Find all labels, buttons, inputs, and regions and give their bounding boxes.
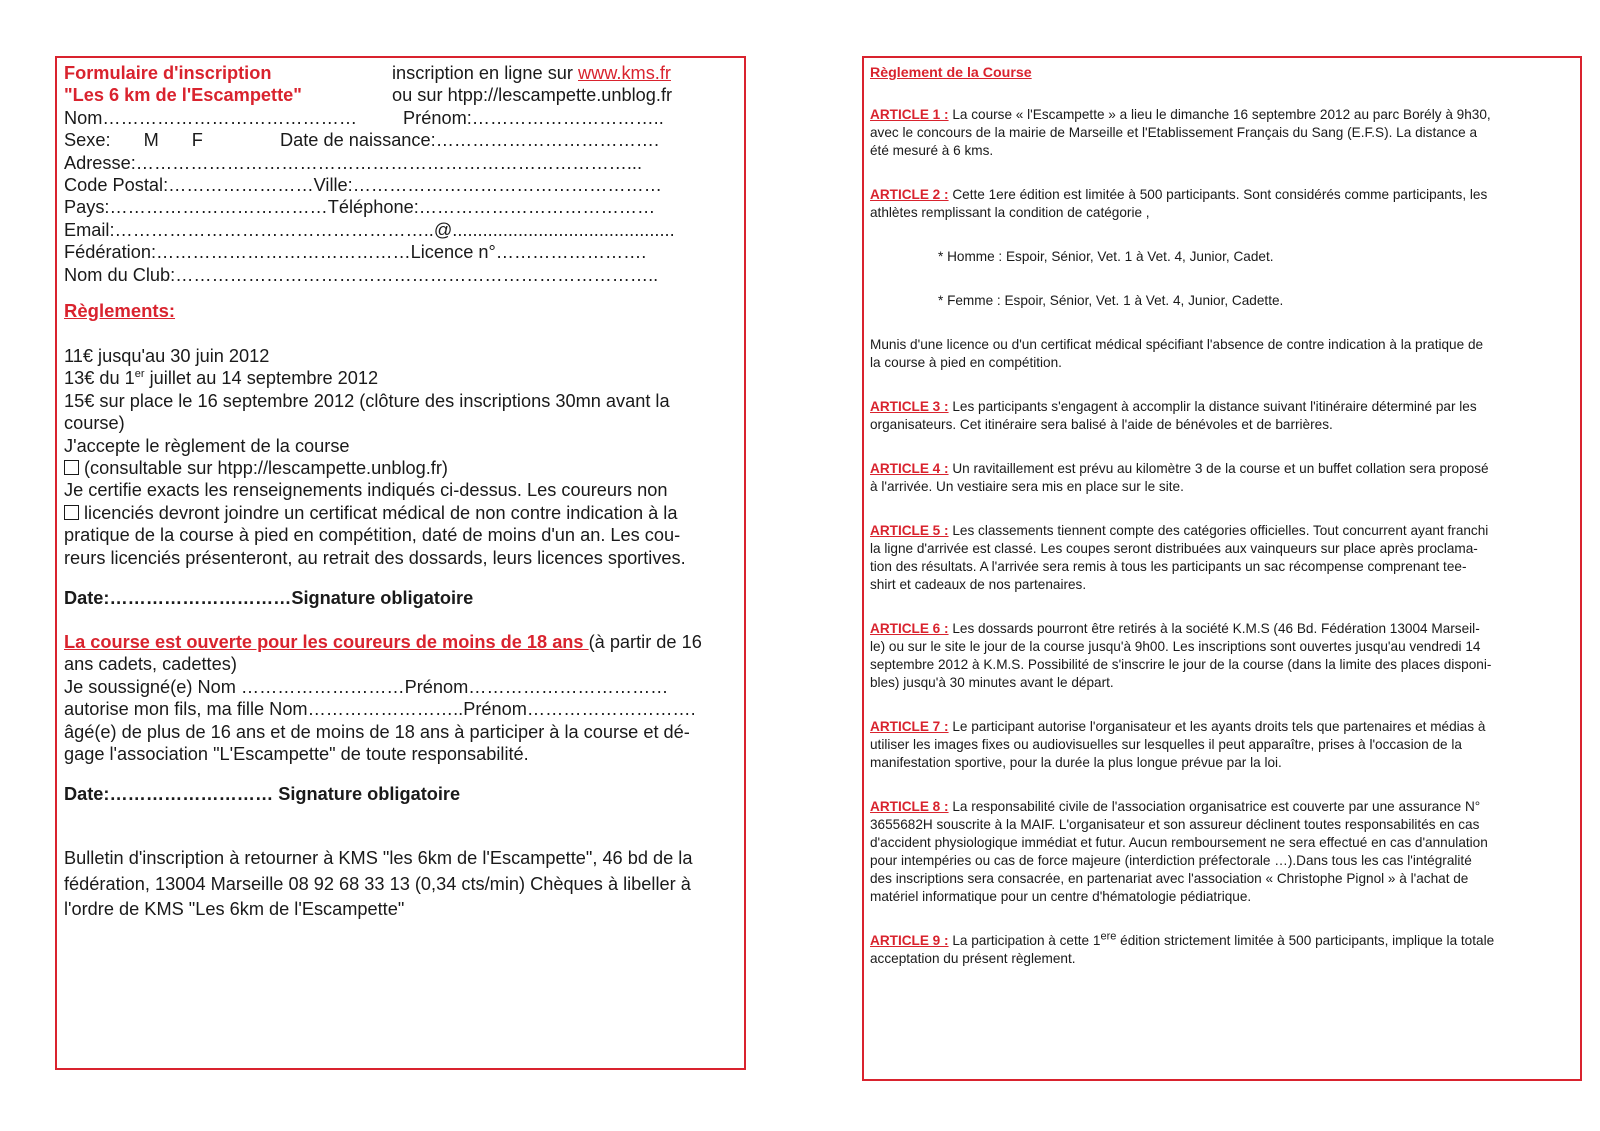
article-7-line-2: utiliser les images fixes ou audiovisuelles sur lesquelles il peut apparaître, prises à l'occasion de la — [870, 737, 1462, 752]
minors-child-field[interactable]: autorise mon fils, ma fille Nom……………………..Prénom………………………. — [64, 699, 696, 720]
article-3-label: ARTICLE 3 : — [870, 399, 949, 414]
article-6-line-2: le) ou sur le site le jour de la course jusqu'à 9h00. Les inscriptions sont ouvertes jusqu'au vendredi 14 — [870, 639, 1481, 654]
article-2-line-4: la course à pied en compétition. — [870, 355, 1062, 370]
article-7-line-3: manifestation sportive, pour la durée la plus longue prévue par la loi. — [870, 755, 1282, 770]
article-6-line-3: septembre 2012 à K.M.S. Possibilité de s'inscrire le jour de la course (dans la limite des places disponi- — [870, 657, 1492, 672]
footer-line-3: l'ordre de KMS "Les 6km de l'Escampette" — [64, 899, 405, 919]
article-5-line-4: shirt et cadeaux de nos partenaires. — [870, 577, 1087, 592]
certify-line-2: licenciés devront joindre un certificat médical de non contre indication à la — [84, 502, 678, 523]
article-4-label: ARTICLE 4 : — [870, 461, 949, 476]
article-2-licence — [870, 336, 1572, 372]
article-8-line-5: des inscriptions sera consacrée, en partenariat avec l'association « Christophe Pignol » à l'achat de — [870, 871, 1469, 886]
minors-section — [64, 631, 737, 765]
identity-fields — [64, 107, 737, 286]
article-3-line-1 — [870, 398, 1572, 416]
article-9-text-pre: La participation à cette 1 — [948, 933, 1101, 948]
certify-line-4: reurs licenciés présenteront, au retrait des dossards, leurs licences sportives. — [64, 547, 686, 568]
online-registration — [392, 62, 671, 84]
certify-line-3: pratique de la course à pied en compétition, daté de moins d'un an. Les cou- — [64, 525, 681, 546]
nom-prenom-row — [64, 107, 737, 129]
prenom-field[interactable]: Prénom:………………………….. — [403, 107, 664, 128]
article-2-line-1 — [870, 186, 1572, 204]
article-5-line-1 — [870, 522, 1572, 540]
article-4-line-2: à l'arrivée. Un vestiaire sera mis en place sur le site. — [870, 479, 1184, 494]
article-9-label: ARTICLE 9 : — [870, 933, 949, 948]
article-2 — [870, 186, 1572, 222]
article-8 — [870, 798, 1572, 906]
price-mid — [64, 367, 737, 389]
article-9-line-1 — [870, 932, 1572, 950]
minors-line-1 — [64, 631, 737, 653]
minors-guardian-field[interactable]: Je soussigné(e) Nom ………………………Prénom…………………………… — [64, 676, 669, 697]
adresse-field[interactable]: Adresse:………………………………………………………………………... — [64, 152, 642, 173]
return-instructions — [64, 846, 737, 923]
article-5-line-2: la ligne d'arrivée est classé. Les coupes seront distribuées aux vainqueurs sur place après proclama- — [870, 541, 1478, 556]
nom-field[interactable]: Nom…………………………………… — [64, 107, 358, 128]
reglements-title: Règlements: — [64, 300, 176, 321]
sexe-f-option[interactable]: F — [191, 130, 203, 151]
article-7-line-1 — [870, 718, 1572, 736]
footer-line-1: Bulletin d'inscription à retourner à KMS "les 6km de l'Escampette", 46 bd de la — [64, 848, 693, 868]
cp-ville-field[interactable]: Code Postal:……………………Ville:…………………………………………… — [64, 175, 662, 196]
pricing-section — [64, 345, 737, 569]
form-header — [64, 62, 737, 107]
price-late-2: course) — [64, 413, 125, 434]
article-6-line-1 — [870, 620, 1572, 638]
sexe-label: Sexe: — [64, 130, 111, 151]
article-2-homme: * Homme : Espoir, Sénior, Vet. 1 à Vet. 4, Junior, Cadet. — [938, 249, 1274, 264]
rules-panel — [862, 56, 1582, 1081]
article-5-label: ARTICLE 5 : — [870, 523, 949, 538]
price-early: 11€ jusqu'au 30 juin 2012 — [64, 346, 270, 366]
certify-line-1: Je certifie exacts les renseignements indiqués ci-dessus. Les coureurs non — [64, 480, 668, 501]
pays-tel-field[interactable]: Pays:………………………………Téléphone:………………………………… — [64, 197, 656, 218]
minors-line-5: âgé(e) de plus de 16 ans et de moins de 18 ans à participer à la course et dé- — [64, 721, 690, 742]
footer-line-2: fédération, 13004 Marseille 08 92 68 33 13 (0,34 cts/min) Chèques à libeller à — [64, 873, 691, 894]
article-1-line-2: avec le concours de la mairie de Marseille et l'Etablissement Français du Sang (E.F.S). La distance a — [870, 125, 1478, 140]
event-name: "Les 6 km de l'Escampette" — [64, 85, 302, 106]
article-8-label: ARTICLE 8 : — [870, 799, 949, 814]
article-2-line-2: athlètes remplissant la condition de catégorie , — [870, 205, 1150, 220]
accept-row — [64, 457, 737, 479]
registration-form-panel — [55, 56, 746, 1070]
article-7-text-1: Le participant autorise l'organisateur et les ayants droits tels que partenaires et médias à — [948, 719, 1486, 734]
article-8-line-1 — [870, 798, 1572, 816]
minors-rest-1: (à partir de 16 — [588, 632, 702, 652]
price-mid-sup: er — [134, 368, 145, 381]
kms-link[interactable]: www.kms.fr — [578, 63, 671, 83]
article-9-text-post: édition strictement limitée à 500 participants, implique la totale — [1116, 933, 1495, 948]
article-9-line-2: acceptation du présent règlement. — [870, 951, 1076, 966]
article-4-text-1: Un ravitaillement est prévu au kilomètre 3 de la course et un buffet collation sera proposé — [948, 461, 1489, 476]
article-4 — [870, 460, 1572, 496]
article-6-line-4: bles) jusqu'à 30 minutes avant le départ. — [870, 675, 1114, 690]
date-signature-1[interactable]: Date:…………………………Signature obligatoire — [64, 588, 474, 608]
club-field[interactable]: Nom du Club:…………………………………………………………………….. — [64, 264, 659, 285]
minors-line-2: ans cadets, cadettes) — [64, 654, 237, 675]
article-8-line-4: pour intempéries ou cas de force majeure (interdiction préfectorale …).Dans tous les cas l'intégralité — [870, 853, 1472, 868]
article-3-text-1: Les participants s'engagent à accomplir la distance suivant l'itinéraire déterminé par les — [948, 399, 1477, 414]
article-1-line-3: été mesuré à 6 kms. — [870, 143, 994, 158]
article-2-femme: * Femme : Espoir, Sénior, Vet. 1 à Vet. 4, Junior, Cadette. — [938, 293, 1284, 308]
article-8-line-6: matériel informatique pour un centre d'hématologie pédiatrique. — [870, 889, 1252, 904]
minors-line-6: gage l'association "L'Escampette" de toute responsabilité. — [64, 744, 529, 765]
article-6-label: ARTICLE 6 : — [870, 621, 949, 636]
article-7 — [870, 718, 1572, 772]
article-3-line-2: organisateurs. Cet itinéraire sera balisé à l'aide de bénévoles et de barrières. — [870, 417, 1333, 432]
article-2-text-1: Cette 1ere édition est limitée à 500 participants. Sont considérés comme participants, les — [948, 187, 1488, 202]
article-9-sup: ere — [1100, 930, 1117, 943]
rules-title: Règlement de la Course — [870, 65, 1032, 81]
online-prefix: inscription en ligne sur — [392, 63, 579, 83]
reglements-section — [64, 300, 737, 322]
accept-note: (consultable sur htpp://lescampette.unblog.fr) — [84, 458, 448, 479]
price-late-1: 15€ sur place le 16 septembre 2012 (clôture des inscriptions 30mn avant la — [64, 390, 670, 411]
article-5-line-3: tion des résultats. A l'arrivée sera remis à tous les participants un sac récompense comprenant tee- — [870, 559, 1467, 574]
article-9 — [870, 932, 1572, 968]
email-field[interactable]: Email:……………………………………………..@............................................ — [64, 219, 675, 240]
federation-licence-field[interactable]: Fédération:……………………………………Licence n°……………………. — [64, 242, 647, 263]
article-6-text-1: Les dossards pourront être retirés à la société K.M.S (46 Bd. Fédération 13004 Marseil- — [948, 621, 1480, 636]
article-1-text-1: La course « l'Escampette » a lieu le dimanche 16 septembre 2012 au parc Borély à 9h30, — [948, 107, 1491, 122]
date-signature-2[interactable]: Date:……………………… Signature obligatoire — [64, 784, 461, 804]
article-8-text-1: La responsabilité civile de l'association organisatrice est couverte par une assurance N° — [948, 799, 1481, 814]
online-alt-url: ou sur htpp://lescampette.unblog.fr — [392, 85, 673, 106]
article-2-line-3: Munis d'une licence ou d'un certificat médical spécifiant l'absence de contre indication à la pratique de — [870, 337, 1484, 352]
sexe-m-option[interactable]: M — [143, 130, 159, 151]
article-2-label: ARTICLE 2 : — [870, 187, 949, 202]
article-5 — [870, 522, 1572, 594]
form-title: Formulaire d'inscription — [64, 63, 272, 83]
article-8-line-2: 3655682H souscrite à la MAIF. L'organisateur et son assureur déclinent toutes responsabilités en cas — [870, 817, 1480, 832]
article-1-line-1 — [870, 106, 1572, 124]
article-6 — [870, 620, 1572, 692]
certify-checkbox[interactable] — [64, 505, 79, 520]
article-7-label: ARTICLE 7 : — [870, 719, 949, 734]
price-mid-post: juillet au 14 septembre 2012 — [144, 368, 379, 389]
accept-text: J'accepte le règlement de la course — [64, 435, 350, 456]
article-3 — [870, 398, 1572, 434]
article-5-text-1: Les classements tiennent compte des catégories officielles. Tout concurrent ayant franchi — [948, 523, 1489, 538]
article-1 — [870, 106, 1572, 160]
minors-title: La course est ouverte pour les coureurs de moins de 18 ans — [64, 632, 589, 652]
article-8-line-3: d'accident physiologique immédiat et futur. Aucun remboursement ne sera effectué en cas d'annulation — [870, 835, 1488, 850]
article-4-line-1 — [870, 460, 1572, 478]
article-1-label: ARTICLE 1 : — [870, 107, 949, 122]
price-mid-pre: 13€ du 1 — [64, 368, 135, 389]
certify-row — [64, 502, 737, 524]
birthdate-field[interactable]: Date de naissance:………………………………. — [279, 130, 659, 151]
sexe-row — [64, 129, 737, 151]
accept-checkbox[interactable] — [64, 460, 79, 475]
